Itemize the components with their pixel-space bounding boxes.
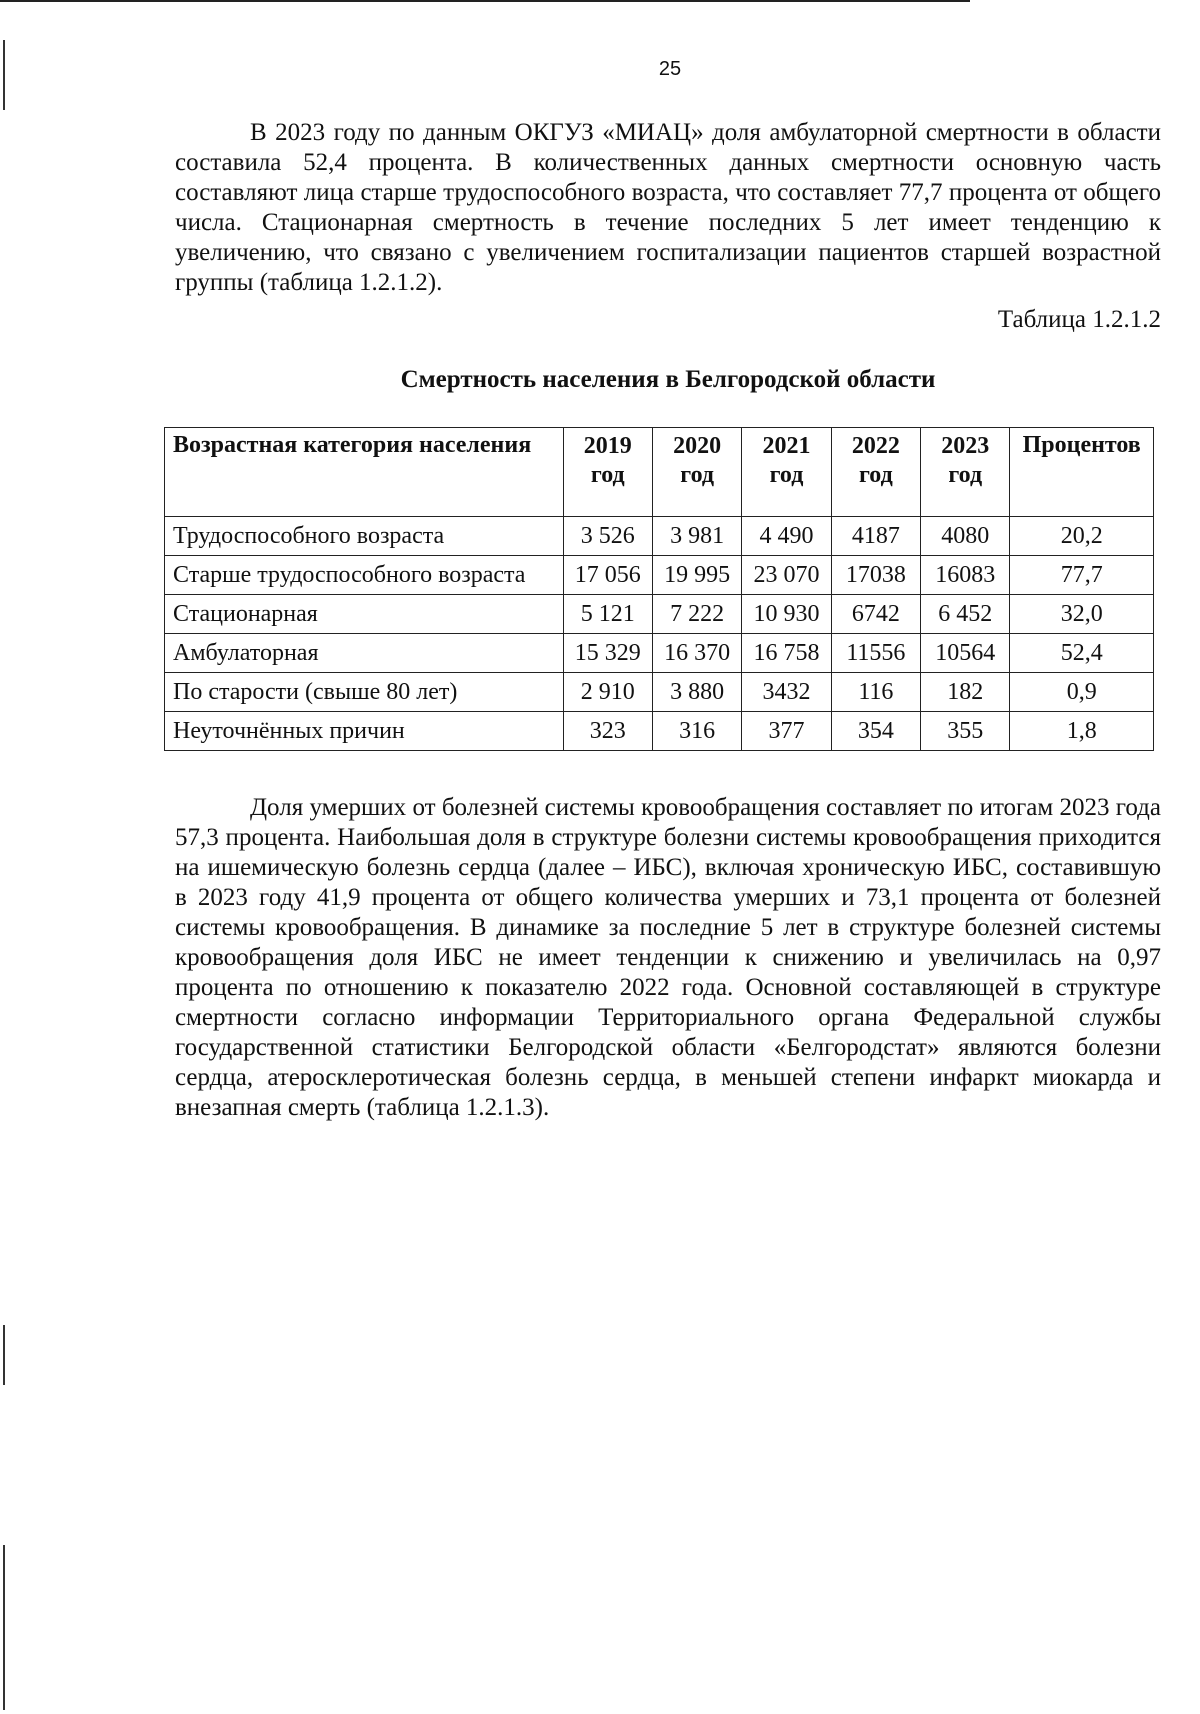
cell-2021: 3432 [742,673,831,712]
header-year-2021 [742,428,831,517]
table-row [165,712,1154,751]
cell-2021: 23 070 [742,556,831,595]
header-year-2020 [652,428,741,517]
cell-percent: 32,0 [1010,595,1154,634]
cell-2021: 10 930 [742,595,831,634]
header-year-word: год [590,462,625,488]
cell-percent: 52,4 [1010,634,1154,673]
table-caption: Таблица 1.2.1.2 [997,306,1161,333]
cell-2022: 4187 [831,517,920,556]
table-row [165,517,1154,556]
cell-2019: 5 121 [563,595,652,634]
cell-2020: 3 880 [652,673,741,712]
cell-2022: 6742 [831,595,920,634]
cell-2023: 16083 [921,556,1010,595]
row-label: Старше трудоспособного возраста [165,556,564,595]
mortality-table [164,427,1154,751]
cell-2022: 11556 [831,634,920,673]
cell-2023: 182 [921,673,1010,712]
row-label: Неуточнённых причин [165,712,564,751]
table-title: Смертность населения в Белгородской области [400,366,936,393]
header-year-word: год [769,462,804,488]
scan-left-edge-mark [3,1325,5,1385]
cell-percent: 0,9 [1010,673,1154,712]
cell-percent: 1,8 [1010,712,1154,751]
scan-left-edge-mark [3,1545,5,1710]
header-percent: Процентов [1010,428,1154,517]
cell-2023: 10564 [921,634,1010,673]
circulatory-paragraph: Доля умерших от болезней системы кровообращения составляет по итогам 2023 года 57,3 процента. Наибольшая доля в структуре болезни системы кровообращения приходится на ишемическую болезнь сердца (далее – ИБС), включая хроническую ИБС, составившую в 2023 году 41,9 процента от общего количества умерших и 73,1 процента от болезней системы кровообращения. В динамике за последние 5 лет в структуре болезней системы кровообращения доля ИБС не имеет тенденции к снижению и увеличилась на 0,97 процента по отношению к показателю 2022 года. Основной составляющей в структуре смертности согласно информации Территориального органа Федеральной службы государственной статистики Белгородской области «Белгородстат» являются болезни сердца, атеросклеротическая болезнь сердца, в меньшей степени инфаркт миокарда и внезапная смерть (таблица 1.2.1.3). [175,794,1161,1121]
header-year-value: 2022 [851,433,900,459]
scan-top-border [0,0,970,2]
cell-2019: 323 [563,712,652,751]
row-label: По старости (свыше 80 лет) [165,673,564,712]
table-row [165,634,1154,673]
intro-paragraph-block [175,118,1161,298]
cell-2022: 116 [831,673,920,712]
cell-2021: 16 758 [742,634,831,673]
cell-percent: 20,2 [1010,517,1154,556]
intro-paragraph: В 2023 году по данным ОКГУЗ «МИАЦ» доля амбулаторной смертности в области составила 52,4 процента. В количественных данных смертности основную часть составляют лица старше трудоспособного возраста, что составляет 77,7 процента от общего числа. Стационарная смертность в течение последних 5 лет имеет тенденцию к увеличению, что связано с увеличением госпитализации пациентов старшей возрастной группы (таблица 1.2.1.2). [175,119,1161,296]
cell-2022: 17038 [831,556,920,595]
cell-2019: 15 329 [563,634,652,673]
header-year-2022 [831,428,920,517]
cell-percent: 77,7 [1010,556,1154,595]
cell-2021: 377 [742,712,831,751]
header-year-value: 2020 [673,433,722,459]
row-label: Амбулаторная [165,634,564,673]
table-row [165,595,1154,634]
cell-2020: 16 370 [652,634,741,673]
row-label: Трудоспособного возраста [165,517,564,556]
header-category: Возрастная категория населения [165,428,564,517]
header-year-word: год [680,462,715,488]
cell-2020: 19 995 [652,556,741,595]
cell-2020: 316 [652,712,741,751]
header-year-value: 2023 [941,433,990,459]
table-header-row [165,428,1154,517]
header-year-2023 [921,428,1010,517]
cell-2019: 3 526 [563,517,652,556]
row-label: Стационарная [165,595,564,634]
circulatory-paragraph-block [175,793,1161,1123]
cell-2019: 2 910 [563,673,652,712]
table-row [165,673,1154,712]
header-year-value: 2021 [762,433,811,459]
table-row [165,556,1154,595]
page-number: 25 [658,58,682,80]
cell-2022: 354 [831,712,920,751]
cell-2023: 355 [921,712,1010,751]
cell-2019: 17 056 [563,556,652,595]
header-year-word: год [858,462,893,488]
cell-2023: 6 452 [921,595,1010,634]
cell-2021: 4 490 [742,517,831,556]
cell-2020: 3 981 [652,517,741,556]
header-year-value: 2019 [583,433,632,459]
header-year-word: год [948,462,983,488]
header-year-2019 [563,428,652,517]
cell-2020: 7 222 [652,595,741,634]
cell-2023: 4080 [921,517,1010,556]
